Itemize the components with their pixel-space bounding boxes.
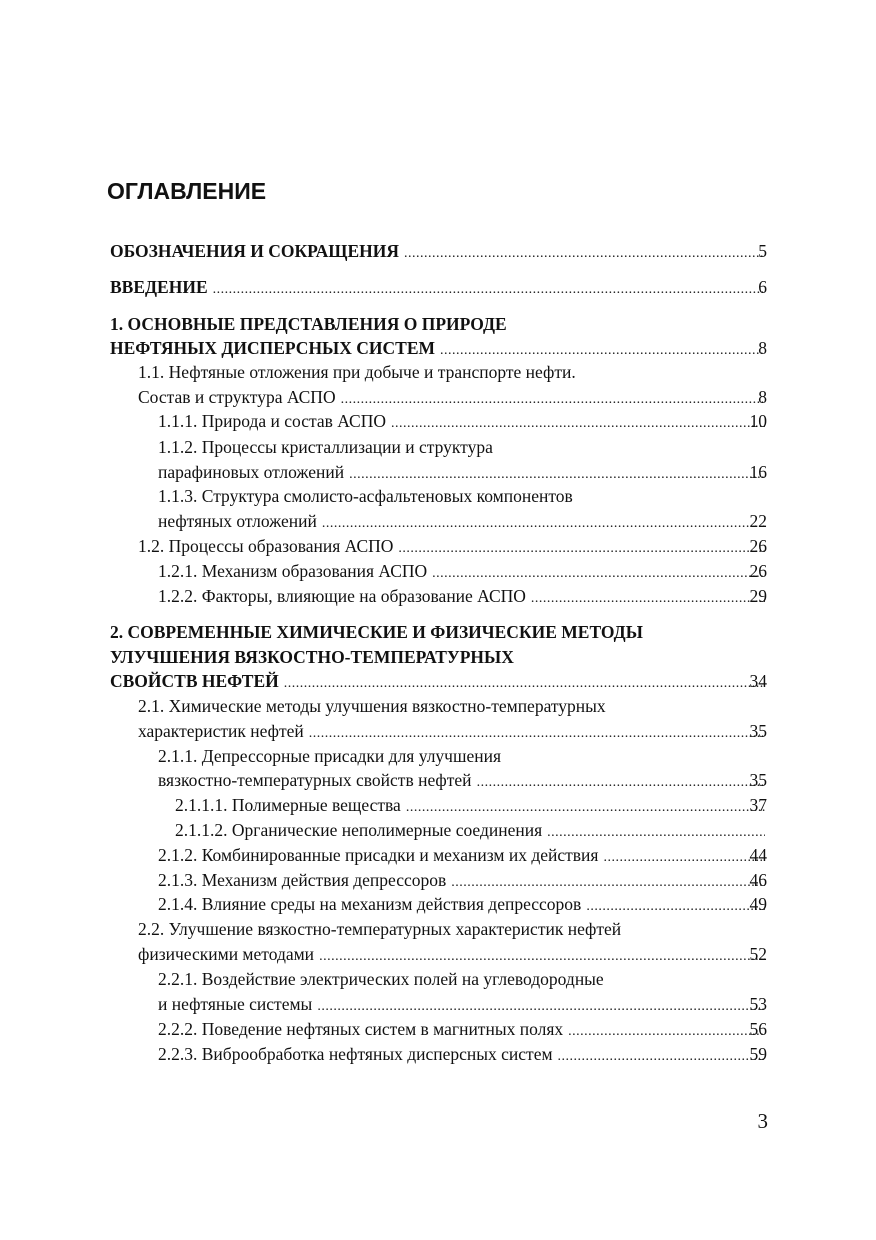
leader-dots [309, 723, 765, 745]
toc-section-1-1[interactable]: Состав и структура АСПО ..... [138, 386, 765, 408]
page-title: ОГЛАВЛЕНИЕ [107, 178, 267, 204]
toc-section-2-2[interactable]: физическими методами ..... [138, 943, 765, 965]
leader-dots [451, 872, 765, 894]
toc-page-number: 8 [758, 387, 767, 407]
toc-page-number: 34 [749, 671, 767, 691]
toc-page-number: 5 [758, 241, 767, 261]
toc-section-1-1-line1: 1.1. Нефтяные отложения при добыче и транспорте нефти. [138, 362, 576, 382]
leader-dots [398, 538, 765, 560]
toc-section-2-2-1[interactable]: и нефтяные системы ..... [158, 993, 765, 1015]
leader-dots [391, 413, 765, 435]
toc-page-number: 53 [749, 994, 767, 1014]
leader-dots [284, 673, 765, 695]
toc-page-number: 35 [749, 721, 767, 741]
toc-section-1-1-2-line1: 1.1.2. Процессы кристаллизации и структура [158, 437, 493, 457]
toc-section-1-2[interactable]: 1.2. Процессы образования АСПО ..... [138, 535, 765, 557]
leader-dots [404, 243, 765, 265]
toc-section-2-1-1[interactable]: вязкостно-температурных свойств нефтей ..... [158, 769, 765, 791]
toc-section-2-2-3[interactable]: 2.2.3. Виброобработка нефтяных дисперсных систем ..... [158, 1043, 765, 1065]
leader-dots [341, 389, 765, 411]
toc-page-number: 26 [749, 561, 767, 581]
leader-dots [349, 464, 765, 486]
toc-chapter-1-title-line1: 1. ОСНОВНЫЕ ПРЕДСТАВЛЕНИЯ О ПРИРОДЕ [110, 314, 507, 334]
toc-chapter-2-title-line1: 2. СОВРЕМЕННЫЕ ХИМИЧЕСКИЕ И ФИЗИЧЕСКИЕ МЕТОДЫ [110, 622, 643, 642]
leader-dots [319, 946, 765, 968]
toc-page-number: 22 [749, 511, 767, 531]
leader-dots [406, 797, 765, 819]
toc-section-2-2-1-line1: 2.2.1. Воздействие электрических полей на углеводородные [158, 969, 604, 989]
toc-page-number: 56 [749, 1019, 767, 1039]
toc-section-2-1-1-line1: 2.1.1. Депрессорные присадки для улучшения [158, 746, 502, 766]
leader-dots [317, 996, 765, 1018]
leader-dots [213, 279, 765, 301]
toc-page-number: 29 [749, 586, 767, 606]
toc-section-1-1-1[interactable]: 1.1.1. Природа и состав АСПО ..... [158, 410, 765, 432]
toc-section-1-2-1[interactable]: 1.2.1. Механизм образования АСПО ..... [158, 560, 765, 582]
toc-section-2-1[interactable]: характеристик нефтей ..... [138, 720, 765, 742]
leader-dots [477, 772, 765, 794]
toc-section-1-1-3-line1: 1.1.3. Структура смолисто-асфальтеновых компонентов [158, 486, 573, 506]
toc-page-number: 59 [749, 1044, 767, 1064]
toc-page-number: 8 [758, 338, 767, 358]
toc-section-2-2-2[interactable]: 2.2.2. Поведение нефтяных систем в магнитных полях ..... [158, 1018, 765, 1040]
toc-chapter-2[interactable]: СВОЙСТВ НЕФТЕЙ ..... [110, 670, 765, 692]
toc-entry-designations[interactable]: ОБОЗНАЧЕНИЯ И СОКРАЩЕНИЯ ..... [110, 240, 765, 262]
toc-page-number: 44 [749, 845, 767, 865]
leader-dots [432, 563, 765, 585]
leader-dots [440, 340, 765, 362]
toc-section-2-1-1-1[interactable]: 2.1.1.1. Полимерные вещества ..... [175, 794, 765, 816]
toc-page-number: 10 [749, 411, 767, 431]
toc-page-number: 26 [749, 536, 767, 556]
toc-section-2-1-2[interactable]: 2.1.2. Комбинированные присадки и механизм их действия ..... [158, 844, 765, 866]
leader-dots [322, 513, 765, 535]
toc-section-2-1-1-2[interactable]: 2.1.1.2. Органические неполимерные соединения ..... [175, 819, 765, 841]
toc-section-2-1-4[interactable]: 2.1.4. Влияние среды на механизм действия депрессоров ..... [158, 893, 765, 915]
toc-entry-introduction[interactable]: ВВЕДЕНИЕ ..... [110, 276, 765, 298]
toc-page-number: 49 [749, 894, 767, 914]
toc-section-1-1-3[interactable]: нефтяных отложений ..... [158, 510, 765, 532]
toc-page-number: 35 [749, 770, 767, 790]
toc-page-number: 6 [758, 277, 767, 297]
toc-section-2-1-3[interactable]: 2.1.3. Механизм действия депрессоров ..... [158, 869, 765, 891]
toc-page-number [727, 819, 767, 841]
toc-page-number: 16 [749, 462, 767, 482]
toc-chapter-1[interactable]: НЕФТЯНЫХ ДИСПЕРСНЫХ СИСТЕМ ..... [110, 337, 765, 359]
toc-page-number: 37 [749, 795, 767, 815]
toc-chapter-2-title-line2: УЛУЧШЕНИЯ ВЯЗКОСТНО-ТЕМПЕРАТУРНЫХ [110, 647, 514, 667]
toc-page-number: 46 [749, 870, 767, 890]
toc-section-1-2-2[interactable]: 1.2.2. Факторы, влияющие на образование АСПО ..... [158, 585, 765, 607]
toc-section-2-2-line1: 2.2. Улучшение вязкостно-температурных характеристик нефтей [138, 919, 622, 939]
page-number: 3 [757, 1109, 768, 1133]
toc-page-number: 52 [749, 944, 767, 964]
toc-section-2-1-line1: 2.1. Химические методы улучшения вязкостно-температурных [138, 696, 606, 716]
toc-section-1-1-2[interactable]: парафиновых отложений ..... [158, 461, 765, 483]
